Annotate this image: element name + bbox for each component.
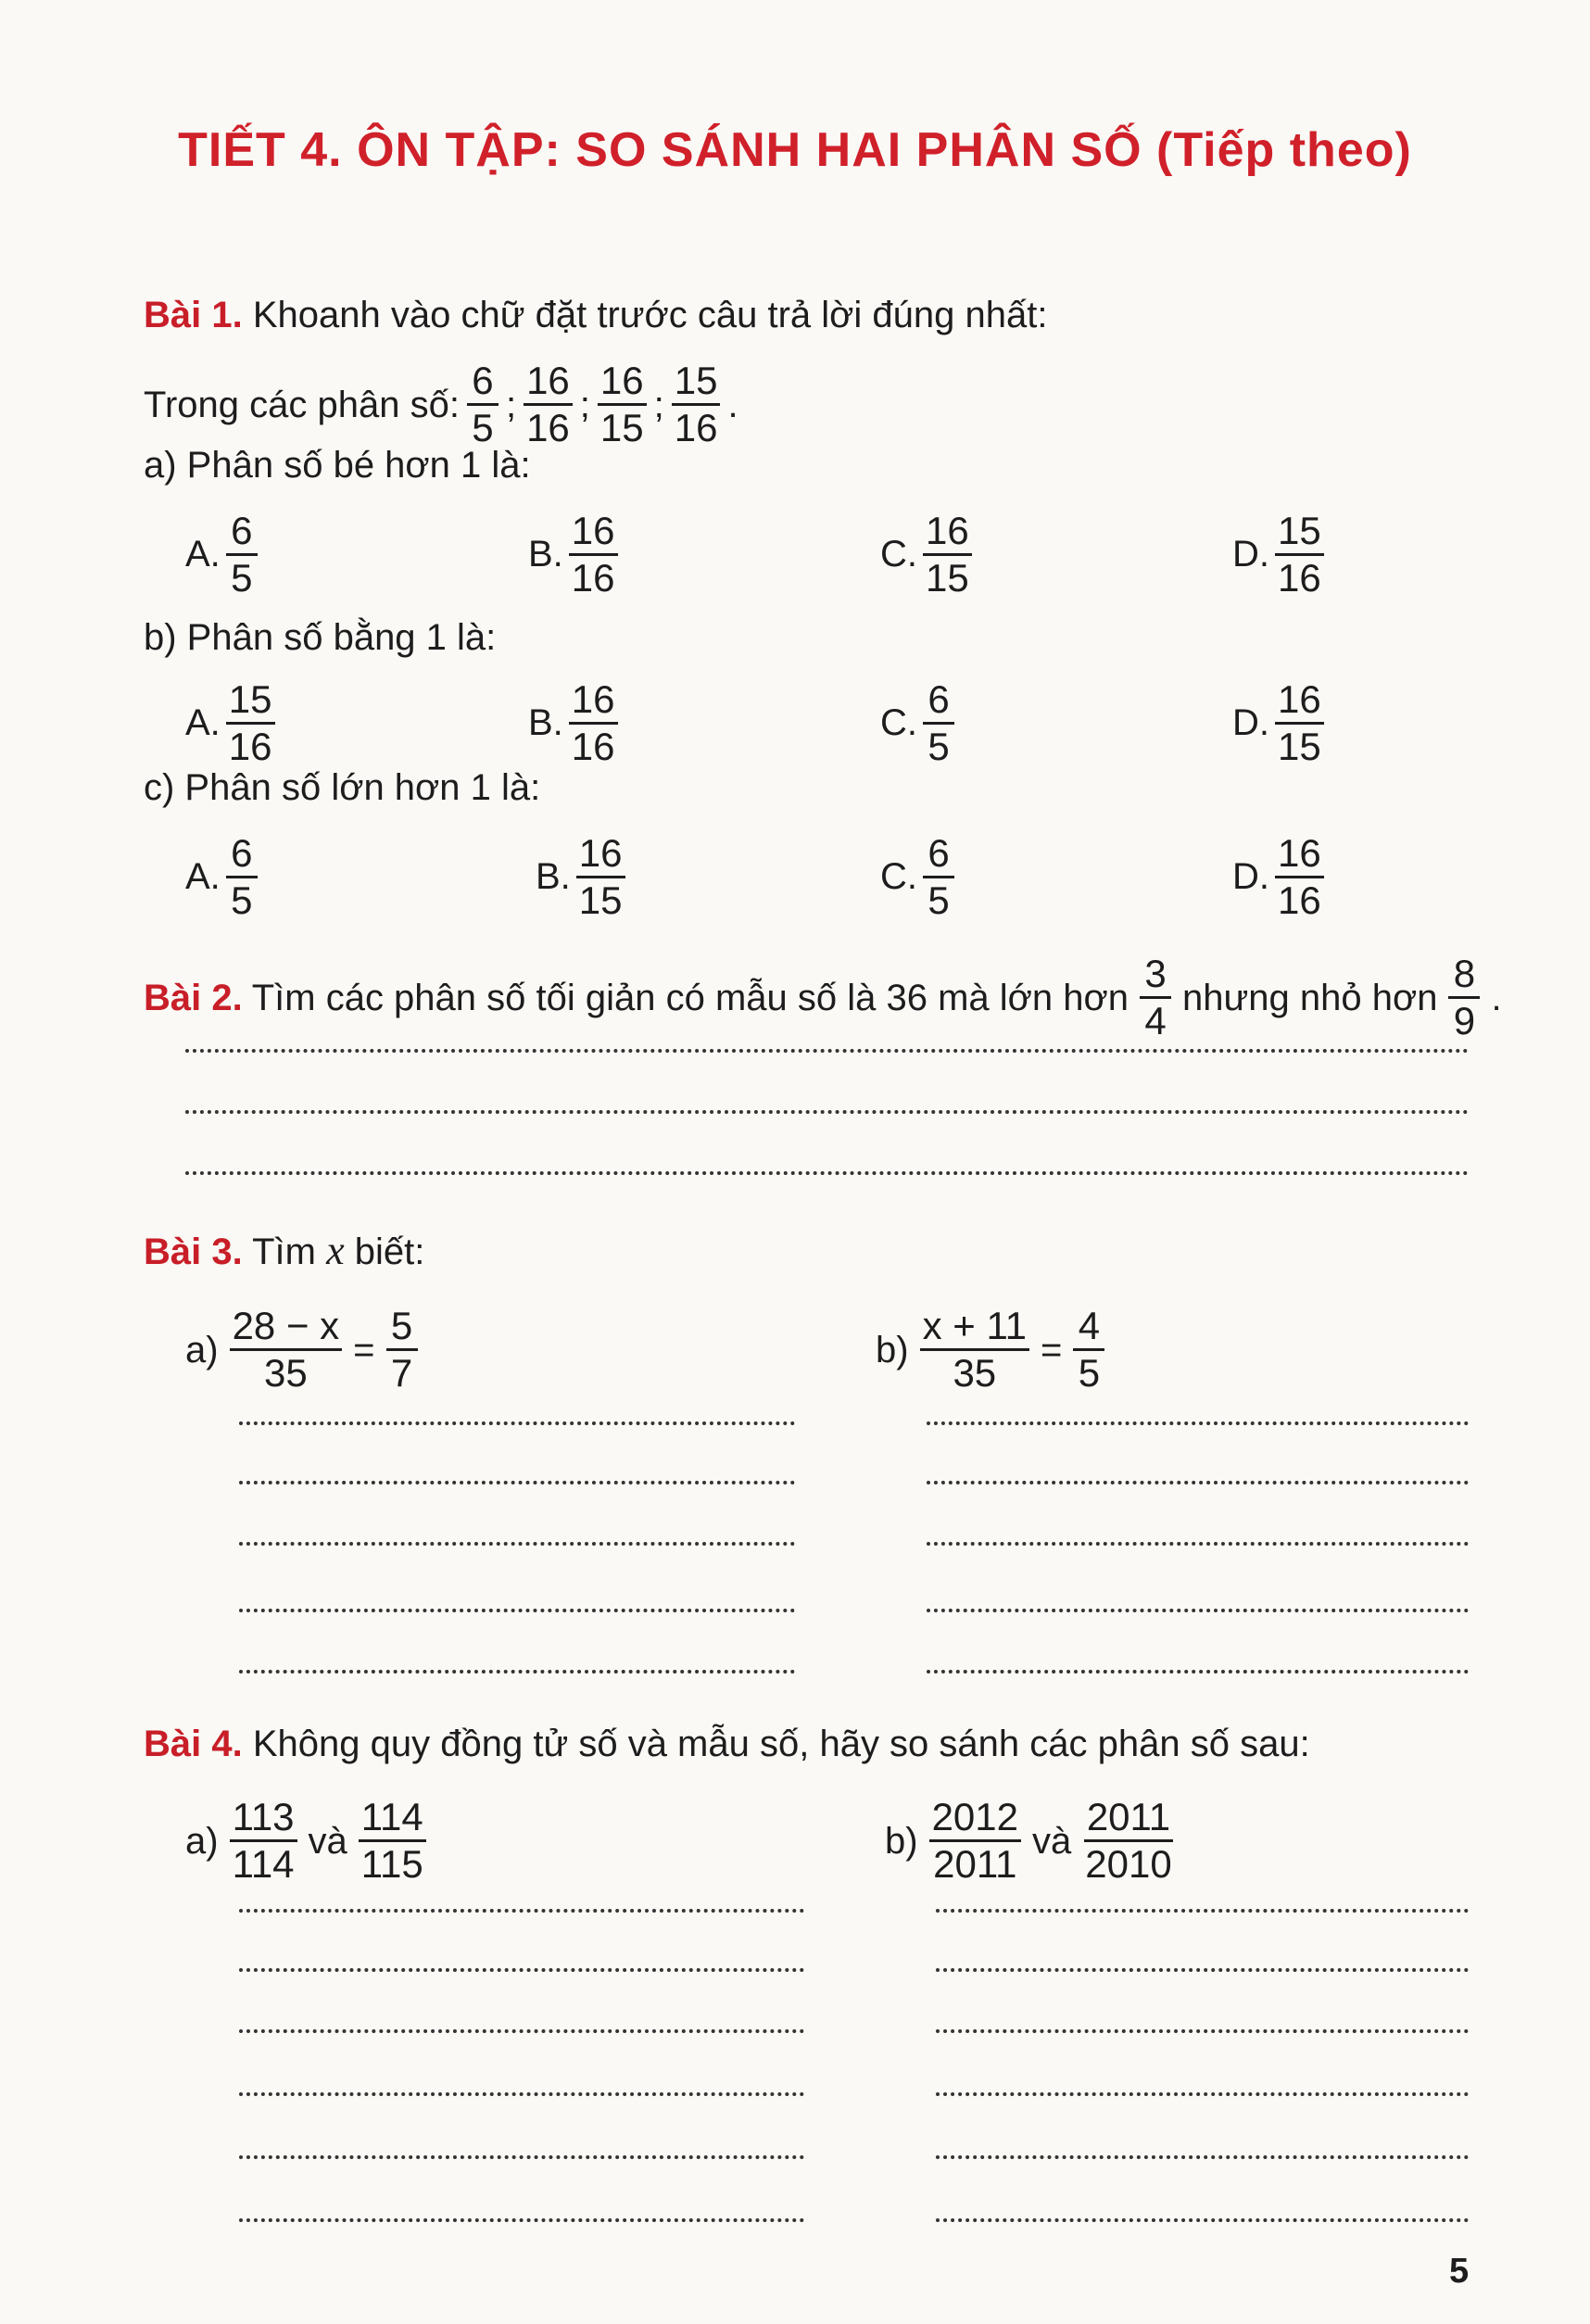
bai4-heading [144,1722,1310,1766]
bai2-heading: Bài 2. Tìm các phân số tối giản có mẫu số là 36 mà lớn hơn $\frac{3}{4}$ nhưng nhỏ hơn $\frac{8}{9}$ . [144,952,1502,1042]
option-c-D[interactable]: D. $\frac{16}{16}$ [1232,834,1326,920]
bai4-a-answer-line-5[interactable] [239,2155,804,2159]
option-c-C[interactable]: C. $\frac{6}{5}$ [880,834,956,920]
bai4-a-answer-line-1[interactable] [239,1909,804,1913]
bai1-instruction: Khoanh vào chữ đặt trước câu trả lời đúng nhất: [252,295,1048,335]
bai3-b-answer-line-5[interactable] [927,1670,1469,1674]
bai3-equation-a: a) $\frac{28 - x}{35}$ = $\frac{5}{7}$ [185,1307,420,1393]
bai1-question-c: c) Phân số lớn hơn 1 là: [144,767,541,808]
bai3-heading: Bài 3. Tìm x biết: [144,1228,425,1273]
bai2-text-mid: nhưng nhỏ hơn [1182,977,1438,1018]
bai4-a-fraction-1: $\frac{113}{114}$ [230,1798,297,1884]
bai4-b-fraction-1: $\frac{2012}{2011}$ [929,1798,1021,1884]
bai3-b-answer-line-2[interactable] [927,1481,1469,1484]
bai4-b-answer-line-3[interactable] [936,2029,1469,2033]
bai3-b-rhs-fraction: $\frac{4}{5}$ [1073,1307,1104,1393]
bai3-a-answer-line-3[interactable] [239,1542,795,1546]
bai4-a-answer-line-4[interactable] [239,2092,804,2096]
bai1-intro: Trong các phân số: $\frac{6}{5}$ ; $\frac{16}{16}$ ; $\frac{16}{15}$ ; $\frac{15}{16}$ . [144,359,738,449]
bai3-b-answer-line-1[interactable] [927,1421,1469,1425]
page-title: TIẾT 4. ÔN TẬP: SO SÁNH HAI PHÂN SỐ (Tiếp theo) [178,123,1412,177]
bai3-label: Bài 3. [144,1231,243,1272]
option-c-A[interactable]: A. $\frac{6}{5}$ [185,834,259,920]
bai3-b-lhs-fraction: $\frac{x + 11}{35}$ [920,1307,1029,1393]
page-number: 5 [1449,2252,1470,2291]
option-a-A[interactable]: A. $\frac{6}{5}$ [185,512,259,598]
bai4-b-answer-line-4[interactable] [936,2092,1469,2096]
bai2-answer-line-2[interactable] [185,1110,1469,1114]
bai4-a-fraction-2: $\frac{114}{115}$ [359,1798,426,1884]
bai4-part-b: b) $\frac{2012}{2011}$ và $\frac{2011}{2010}$ [885,1798,1177,1884]
bai2-text-before: Tìm các phân số tối giản có mẫu số là 36 mà lớn hơn [251,977,1129,1018]
bai3-a-rhs-fraction: $\frac{5}{7}$ [386,1307,418,1393]
intro-fraction-2: $\frac{16}{16}$ [524,361,573,448]
bai3-b-answer-line-4[interactable] [927,1609,1469,1612]
option-b-D[interactable]: D. $\frac{16}{15}$ [1232,680,1326,766]
bai4-b-answer-line-1[interactable] [936,1909,1469,1913]
variable-x: x [326,1228,345,1273]
bai4-a-answer-line-2[interactable] [239,1968,804,1972]
intro-fraction-3: $\frac{16}{15}$ [598,361,647,448]
option-b-A[interactable]: A. $\frac{15}{16}$ [185,680,277,766]
bai4-instruction: Không quy đồng tử số và mẫu số, hãy so sánh các phân số sau: [252,1724,1310,1764]
bai3-b-answer-line-3[interactable] [927,1542,1469,1546]
option-a-D[interactable]: D. $\frac{15}{16}$ [1232,512,1326,598]
bai2-fraction-upper: $\frac{8}{9}$ [1448,954,1480,1041]
bai4-b-fraction-2: $\frac{2011}{2010}$ [1085,1795,1172,1886]
bai2-fraction-lower: $\frac{3}{4}$ [1140,954,1171,1041]
bai1-question-a: a) Phân số bé hơn 1 là: [144,445,531,486]
option-c-B[interactable]: B. $\frac{16}{15}$ [536,834,627,920]
bai2-answer-line-3[interactable] [185,1171,1469,1175]
bai2-label: Bài 2. [144,977,243,1018]
bai1-question-b: b) Phân số bằng 1 là: [144,617,497,658]
bai4-a-answer-line-3[interactable] [239,2029,804,2033]
bai2-answer-line-1[interactable] [185,1049,1469,1053]
option-a-C[interactable]: C. $\frac{16}{15}$ [880,512,974,598]
bai3-a-lhs-fraction: $\frac{28 - x}{35}$ [230,1307,343,1393]
bai4-b-answer-line-5[interactable] [936,2155,1469,2159]
bai4-label: Bài 4. [144,1724,243,1764]
bai1-intro-text: Trong các phân số: [144,384,460,425]
bai3-a-answer-line-5[interactable] [239,1670,795,1674]
bai4-b-answer-line-2[interactable] [936,1968,1469,1972]
option-b-C[interactable]: C. $\frac{6}{5}$ [880,680,956,766]
option-b-B[interactable]: B. $\frac{16}{16}$ [528,680,620,766]
intro-fraction-1: $\frac{6}{5}$ [467,361,498,448]
bai4-a-answer-line-6[interactable] [239,2218,804,2222]
intro-fraction-4: $\frac{15}{16}$ [672,361,721,448]
bai3-a-answer-line-4[interactable] [239,1609,795,1612]
option-a-B[interactable]: B. $\frac{16}{16}$ [528,512,620,598]
bai4-b-answer-line-6[interactable] [936,2218,1469,2222]
bai1-label: Bài 1. [144,295,243,335]
bai3-a-answer-line-2[interactable] [239,1481,795,1484]
bai4-part-a: a) $\frac{113}{114}$ và $\frac{114}{115}$ [185,1798,428,1884]
bai3-equation-b: b) $\frac{x + 11}{35}$ = $\frac{4}{5}$ [876,1307,1106,1393]
bai1-heading [144,293,1047,337]
bai3-a-answer-line-1[interactable] [239,1421,795,1425]
